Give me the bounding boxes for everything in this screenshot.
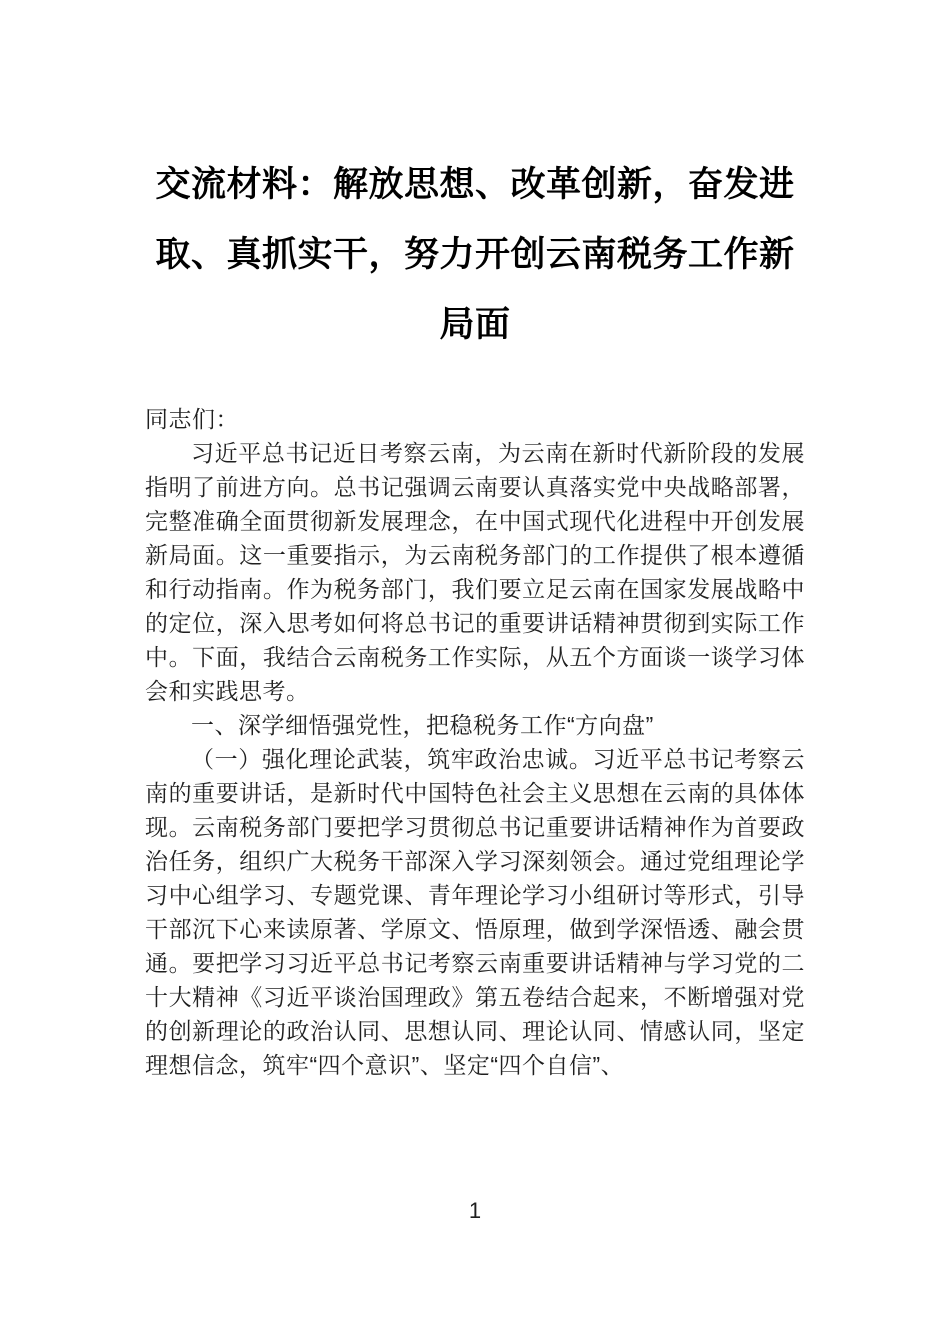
salutation: 同志们： <box>145 406 239 432</box>
document-content <box>145 150 805 1082</box>
page-number: 1 <box>468 1198 482 1223</box>
paragraph: （一）强化理论武装，筑牢政治忠诚。习近平总书记考察云南的重要讲话，是新时代中国特色社会主义思想在云南的具体体现。云南税务部门要把学习贯彻总书记重要讲话精神作为首要政治任务，组织广大税务干部深入学习深刻领会。通过党组理论学习中心组学习、专题党课、青年理论学习小组研讨等形式，引导干部沉下心来读原著、学原文、悟原理，做到学深悟透、融会贯通。要把学习习近平总书记考察云南重要讲话精神与学习党的二十大精神《习近平谈治国理政》第五卷结合起来，不断增强对党的创新理论的政治认同、思想认同、理论认同、情感认同，坚定理想信念，筑牢“四个意识”、坚定“四个自信”、 <box>145 746 805 1078</box>
document-title: 交流材料：解放思想、改革创新，奋发进取、真抓实干，努力开创云南税务工作新局面 <box>155 165 795 344</box>
document-body <box>145 402 805 1082</box>
section-heading: 一、深学细悟强党性，把稳税务工作“方向盘” <box>191 712 654 738</box>
paragraph: 习近平总书记近日考察云南，为云南在新时代新阶段的发展指明了前进方向。总书记强调云南要认真落实党中央战略部署，完整准确全面贯彻新发展理念，在中国式现代化进程中开创发展新局面。这一重要指示，为云南税务部门的工作提供了根本遵循和行动指南。作为税务部门，我们要立足云南在国家发展战略中的定位，深入思考如何将总书记的重要讲话精神贯彻到实际工作中。下面，我结合云南税务工作实际，从五个方面谈一谈学习体会和实践思考。 <box>145 440 805 704</box>
